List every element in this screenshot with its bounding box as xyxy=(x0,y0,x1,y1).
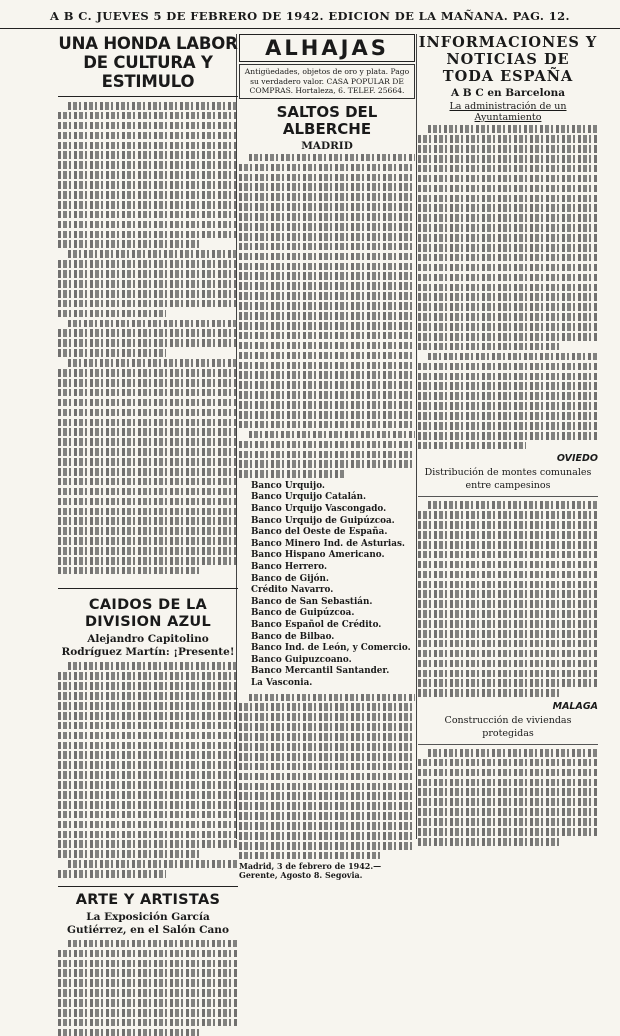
text-line xyxy=(418,808,598,816)
text-line xyxy=(418,818,598,826)
text-line xyxy=(68,940,238,948)
text-line xyxy=(239,203,415,211)
text-line xyxy=(58,742,238,750)
text-line xyxy=(239,411,415,419)
text-line xyxy=(239,401,415,409)
text-line xyxy=(418,333,598,341)
divider xyxy=(58,588,238,589)
text-line xyxy=(418,769,598,777)
text-line xyxy=(239,233,415,241)
text-line xyxy=(418,432,598,440)
list-item: Banco de Bilbao. xyxy=(251,631,335,642)
text-line xyxy=(418,392,598,400)
divider xyxy=(418,744,598,745)
text-line xyxy=(239,342,415,350)
text-line xyxy=(58,122,238,130)
text-line xyxy=(428,501,598,509)
text-line xyxy=(428,125,598,133)
text-line xyxy=(239,460,415,468)
text-line xyxy=(418,610,598,618)
text-line xyxy=(239,332,415,340)
text-line xyxy=(58,399,238,407)
text-line xyxy=(58,448,238,456)
text-line xyxy=(418,600,598,608)
text-line xyxy=(239,183,415,191)
text-line xyxy=(68,102,238,110)
text-line xyxy=(239,723,415,731)
ad-alhajas-title: ALHAJAS xyxy=(239,34,415,62)
text-line xyxy=(418,640,598,648)
text-line xyxy=(58,458,238,466)
text-line xyxy=(58,702,238,710)
text-line xyxy=(418,412,598,420)
text-line xyxy=(58,811,238,819)
text-line xyxy=(239,174,415,182)
list-item: Banco de Gijón. xyxy=(251,573,329,584)
text-line xyxy=(239,802,415,810)
text-line xyxy=(58,191,238,199)
text-line xyxy=(418,788,598,796)
closing-line: Madrid, 3 de febrero de 1942.—Gerente, Agosto 8. Segovia. xyxy=(239,860,382,881)
text-line xyxy=(239,381,415,389)
text-line xyxy=(418,323,598,331)
text-line xyxy=(58,201,238,209)
text-line xyxy=(418,838,562,846)
list-item: Crédito Navarro. xyxy=(251,585,334,596)
text-line xyxy=(58,419,238,427)
text-line xyxy=(58,999,238,1007)
text-line xyxy=(58,1019,238,1027)
article-caidos-body xyxy=(58,662,238,877)
text-line xyxy=(239,842,415,850)
text-line xyxy=(239,822,415,830)
text-line xyxy=(58,850,202,858)
text-line xyxy=(239,783,415,791)
text-line xyxy=(418,511,598,519)
text-line xyxy=(58,379,238,387)
text-line xyxy=(58,478,238,486)
bank-list xyxy=(239,481,415,690)
text-line xyxy=(418,145,598,153)
text-line xyxy=(58,989,238,997)
text-line xyxy=(428,749,598,757)
subhead-caidos: Alejandro Capitolino Rodríguez Martín: ¡Presente! xyxy=(61,633,235,659)
text-line xyxy=(58,979,238,987)
text-line xyxy=(58,761,238,769)
text-line xyxy=(58,151,238,159)
subhead-arte: La Exposición García Gutiérrez, en el Salón Cano xyxy=(67,910,229,936)
text-line xyxy=(68,359,238,367)
text-line xyxy=(418,551,598,559)
text-line xyxy=(239,743,415,751)
text-line xyxy=(249,431,415,439)
list-item: Banco Minero Ind. de Asturias. xyxy=(251,538,405,549)
column-divider xyxy=(416,34,417,839)
text-line xyxy=(239,451,415,459)
text-line xyxy=(58,672,238,680)
text-line xyxy=(418,313,598,321)
masthead xyxy=(0,8,620,29)
list-item: Banco del Oeste de España. xyxy=(251,527,388,538)
text-line xyxy=(58,389,238,397)
text-line xyxy=(239,421,415,429)
column-center xyxy=(239,34,415,881)
text-line xyxy=(68,320,238,328)
text-line xyxy=(418,650,598,658)
text-line xyxy=(58,1029,202,1036)
text-line xyxy=(68,250,238,258)
text-line xyxy=(249,154,415,162)
text-line xyxy=(58,181,238,189)
subhead-oviedo: Distribución de montes comunales entre campesinos xyxy=(424,467,592,492)
text-line xyxy=(68,860,238,868)
text-line xyxy=(239,322,415,330)
text-line xyxy=(418,630,598,638)
text-line xyxy=(58,517,238,525)
ad-alhajas-text: Antigüedades, objetos de oro y plata. Pago su verdadero valor. CASA POPULAR DE COMPRAS. Hortaleza, 6. TELEF. 25664. xyxy=(239,64,415,99)
text-line xyxy=(418,214,598,222)
text-line xyxy=(58,712,238,720)
text-line xyxy=(418,670,598,678)
text-line xyxy=(58,221,238,229)
text-line xyxy=(239,272,415,280)
text-line xyxy=(58,270,238,278)
text-line xyxy=(58,722,238,730)
text-line xyxy=(239,292,415,300)
article-alberche-body xyxy=(239,154,415,478)
list-item: Banco Urquijo de Guipúzcoa. xyxy=(251,515,395,526)
text-line xyxy=(68,662,238,670)
text-line xyxy=(239,753,415,761)
text-line xyxy=(239,832,415,840)
text-line xyxy=(418,254,598,262)
article-oviedo-body xyxy=(418,501,598,697)
text-line xyxy=(239,243,415,251)
text-line xyxy=(58,329,238,337)
text-line xyxy=(418,264,598,272)
text-line xyxy=(58,428,238,436)
text-line xyxy=(418,779,598,787)
headline-cultura: UNA HONDA LABOR DE CULTURA Y ESTIMULO xyxy=(58,34,238,91)
list-item: Banco de San Sebastián. xyxy=(251,596,373,607)
text-line xyxy=(428,353,598,361)
text-line xyxy=(239,812,415,820)
text-line xyxy=(418,521,598,529)
column-left xyxy=(58,34,238,936)
section-ayuntamiento: La administración de un Ayuntamiento xyxy=(449,101,567,123)
text-line xyxy=(58,547,238,555)
text-line xyxy=(58,508,238,516)
text-line xyxy=(418,224,598,232)
text-line xyxy=(58,142,238,150)
list-item: Banco Urquijo Catalán. xyxy=(251,492,367,503)
text-line xyxy=(418,204,598,212)
headline-caidos: CAIDOS DE LA DIVISION AZUL xyxy=(84,597,212,631)
text-line xyxy=(58,781,238,789)
text-line xyxy=(239,263,415,271)
text-line xyxy=(58,969,238,977)
text-line xyxy=(58,290,238,298)
text-line xyxy=(239,391,415,399)
text-line xyxy=(239,213,415,221)
text-line xyxy=(239,441,415,449)
article-arte-body xyxy=(58,940,238,1036)
text-line xyxy=(239,352,415,360)
text-line xyxy=(58,260,238,268)
list-item: Banco Mercantil Santander. xyxy=(251,666,390,677)
text-line xyxy=(58,231,238,239)
text-line xyxy=(58,468,238,476)
text-line xyxy=(418,828,598,836)
text-line xyxy=(58,791,238,799)
text-line xyxy=(58,557,238,565)
subhead-malaga: Construcción de viviendas protegidas xyxy=(444,714,572,739)
text-line xyxy=(58,821,238,829)
text-line xyxy=(58,112,238,120)
list-item: Banco Ind. de León, y Comercio. xyxy=(251,643,411,654)
text-line xyxy=(58,171,238,179)
text-line xyxy=(418,293,598,301)
headline-alberche: SALTOS DEL ALBERCHE xyxy=(276,102,378,138)
text-line xyxy=(418,689,562,697)
text-line xyxy=(58,527,238,535)
text-line xyxy=(418,135,598,143)
text-line xyxy=(418,561,598,569)
text-line xyxy=(58,537,238,545)
text-line xyxy=(239,362,415,370)
list-item: Banco de Guipúzcoa. xyxy=(251,608,355,619)
text-line xyxy=(58,280,238,288)
text-line xyxy=(58,310,166,318)
text-line xyxy=(58,870,166,878)
text-line xyxy=(239,312,415,320)
text-line xyxy=(418,679,598,687)
text-line xyxy=(418,402,598,410)
text-line xyxy=(418,422,598,430)
text-line xyxy=(418,175,598,183)
text-line xyxy=(418,382,598,390)
text-line xyxy=(418,590,598,598)
text-line xyxy=(58,161,238,169)
article-cultura-body xyxy=(58,102,238,574)
text-line xyxy=(418,284,598,292)
text-line xyxy=(58,438,238,446)
divider xyxy=(58,886,238,887)
list-item: Banco Urquijo. xyxy=(251,480,325,491)
list-item: Banco Urquijo Vascongado. xyxy=(251,504,387,515)
text-line xyxy=(418,531,598,539)
dateline-madrid: MADRID xyxy=(301,139,353,152)
text-line xyxy=(239,713,415,721)
headline-arte: ARTE Y ARTISTAS xyxy=(75,891,221,908)
text-line xyxy=(58,488,238,496)
text-line xyxy=(418,759,598,767)
text-line xyxy=(239,371,415,379)
text-line xyxy=(249,694,415,702)
text-line xyxy=(418,343,562,351)
text-line xyxy=(58,240,202,248)
text-line xyxy=(418,620,598,628)
list-item: Banco Español de Crédito. xyxy=(251,620,382,631)
headline-informaciones: INFORMACIONES Y NOTICIAS DE TODA ESPAÑA xyxy=(418,34,598,85)
text-line xyxy=(418,303,598,311)
column-right xyxy=(418,34,598,834)
text-line xyxy=(58,132,238,140)
text-line xyxy=(58,1009,238,1017)
text-line xyxy=(418,155,598,163)
text-line xyxy=(418,185,598,193)
text-line xyxy=(239,164,415,172)
text-line xyxy=(239,282,415,290)
text-line xyxy=(418,165,598,173)
text-line xyxy=(58,801,238,809)
text-line xyxy=(418,660,598,668)
text-line xyxy=(418,373,598,381)
text-line xyxy=(239,470,345,478)
list-item: Banco Guipuzcoano. xyxy=(251,654,352,665)
text-line xyxy=(239,733,415,741)
text-line xyxy=(58,349,166,357)
text-line xyxy=(418,571,598,579)
text-line xyxy=(418,234,598,242)
text-line xyxy=(58,840,238,848)
text-line xyxy=(418,195,598,203)
article-barcelona-body xyxy=(418,125,598,449)
text-line xyxy=(239,852,380,860)
text-line xyxy=(58,409,238,417)
text-line xyxy=(58,751,238,759)
text-line xyxy=(58,682,238,690)
text-line xyxy=(58,831,238,839)
text-line xyxy=(418,363,598,371)
list-item: Banco Herrero. xyxy=(251,562,328,573)
text-line xyxy=(418,274,598,282)
subhead-barcelona: A B C en Barcelona xyxy=(450,87,566,99)
text-line xyxy=(58,211,238,219)
text-line xyxy=(58,732,238,740)
masthead-line: A B C. JUEVES 5 DE FEBRERO DE 1942. EDICION DE LA MAÑANA. PAG. 12. xyxy=(50,9,570,23)
text-line xyxy=(58,950,238,958)
text-line xyxy=(239,792,415,800)
divider xyxy=(58,96,238,97)
text-line xyxy=(239,223,415,231)
text-line xyxy=(58,300,238,308)
text-line xyxy=(239,703,415,711)
text-line xyxy=(418,244,598,252)
text-line xyxy=(58,369,238,377)
text-line xyxy=(418,442,526,450)
kicker-malaga: MALAGA xyxy=(552,700,598,712)
text-line xyxy=(239,302,415,310)
text-line xyxy=(58,339,238,347)
text-line xyxy=(239,763,415,771)
text-line xyxy=(58,692,238,700)
list-item: Banco Hispano Americano. xyxy=(251,550,385,561)
text-line xyxy=(239,253,415,261)
text-line xyxy=(239,193,415,201)
text-line xyxy=(58,960,238,968)
text-line xyxy=(58,771,238,779)
article-malaga-body xyxy=(418,749,598,846)
text-line xyxy=(58,567,202,575)
text-line xyxy=(239,773,415,781)
divider xyxy=(418,496,598,497)
text-line xyxy=(418,541,598,549)
list-item: La Vasconia. xyxy=(251,677,313,688)
text-line xyxy=(418,798,598,806)
text-line xyxy=(58,498,238,506)
text-line xyxy=(418,581,598,589)
kicker-oviedo: OVIEDO xyxy=(556,453,598,465)
article-alberche-body-cont xyxy=(239,694,415,860)
